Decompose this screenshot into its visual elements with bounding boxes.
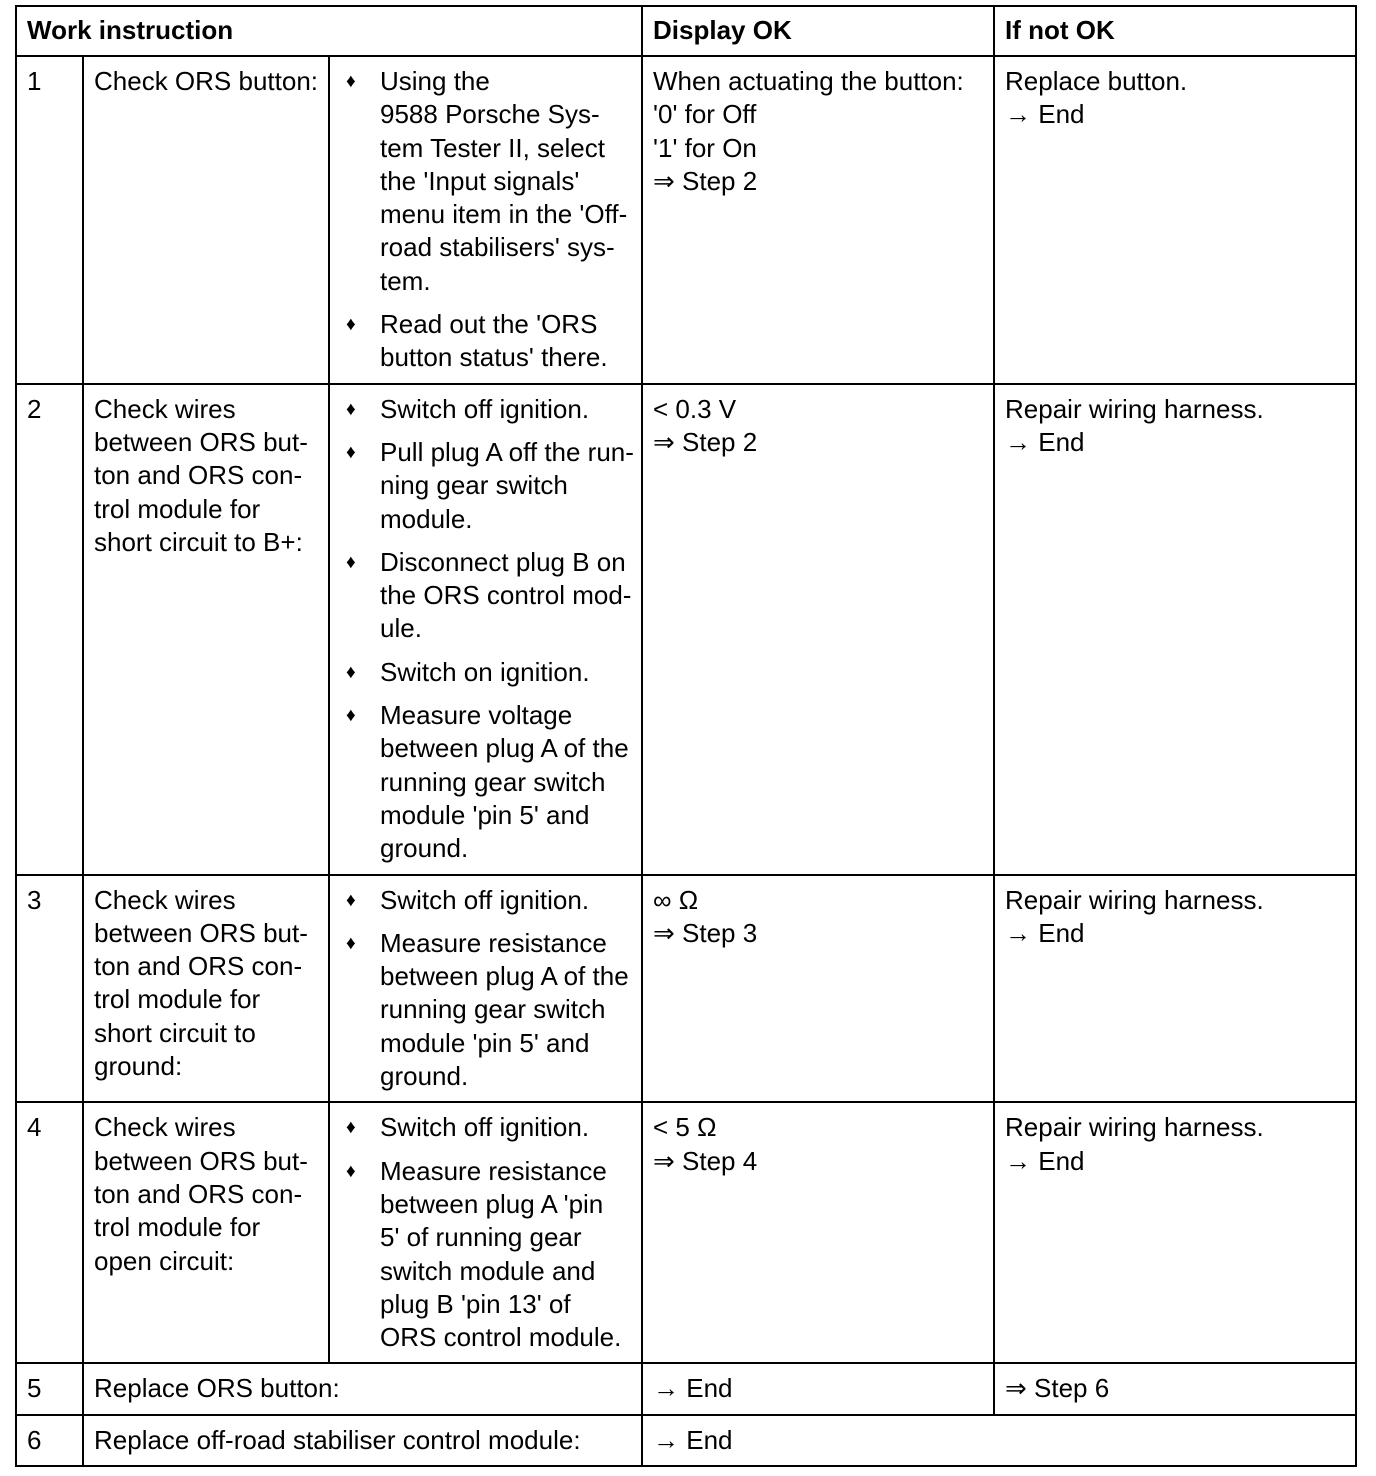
if-not-ok-cell xyxy=(994,56,1356,384)
procedure-line: Measure resistance xyxy=(380,927,607,958)
procedure-line: ground. xyxy=(380,833,469,864)
instruction-line: ground: xyxy=(94,1051,183,1082)
instruction-line: between ORS but- xyxy=(94,1145,308,1176)
procedure-line: switch module and xyxy=(380,1255,596,1286)
instruction-line: trol module for xyxy=(94,493,261,524)
procedure-line: Measure voltage xyxy=(380,700,573,731)
display-ok-line: ∞ Ω xyxy=(653,884,699,915)
diamond-bullet-icon: ♦ xyxy=(346,71,356,92)
instruction-cell xyxy=(83,56,329,384)
if-not-ok-line: Repair wiring harness. xyxy=(1005,884,1264,915)
procedure-list xyxy=(340,1111,633,1354)
display-ok-line: '1' for On xyxy=(653,132,757,163)
if-not-ok-line: Repair wiring harness. xyxy=(1005,393,1264,424)
header-work-instruction: Work instruction xyxy=(16,6,642,56)
step-number: 2 xyxy=(16,384,83,875)
diamond-bullet-icon: ♦ xyxy=(346,932,356,954)
display-ok-line: ⇒ Step 2 xyxy=(653,165,758,196)
instruction-line: Check ORS button: xyxy=(94,66,318,96)
step-number: 3 xyxy=(16,875,83,1103)
procedure-line: 5' of running gear xyxy=(380,1222,582,1253)
procedure-step xyxy=(340,884,633,917)
step-number: 5 xyxy=(16,1363,83,1414)
if-not-ok-cell: ⇒ Step 6 xyxy=(994,1363,1356,1414)
procedure-line: between plug A 'pin xyxy=(380,1188,604,1219)
instruction-line: ton and ORS con- xyxy=(94,951,303,982)
procedure-line: button status' there. xyxy=(380,342,608,373)
procedure-list xyxy=(340,65,633,375)
instruction-line: trol module for xyxy=(94,1212,261,1243)
procedure-line: ule. xyxy=(380,613,422,644)
instruction-line: short circuit to xyxy=(94,1017,256,1048)
diamond-bullet-icon: ♦ xyxy=(346,661,356,683)
procedure-line: Read out the 'ORS xyxy=(380,309,598,340)
procedure-line: plug B 'pin 13' of xyxy=(380,1288,571,1319)
display-ok-line: When actuating the button: xyxy=(653,66,964,96)
if-not-ok-cell xyxy=(994,1102,1356,1363)
procedure-cell xyxy=(329,56,642,384)
procedure-cell xyxy=(329,384,642,875)
header-if-not-ok: If not OK xyxy=(994,6,1356,56)
if-not-ok-line: → End xyxy=(1005,917,1085,948)
display-ok-cell xyxy=(642,384,994,875)
procedure-list xyxy=(340,884,633,1094)
procedure-line: Switch off ignition. xyxy=(380,393,590,424)
procedure-line: Switch off ignition. xyxy=(380,884,590,915)
table-row xyxy=(16,384,1356,875)
step-number: 1 xyxy=(16,56,83,384)
if-not-ok-line: Repair wiring harness. xyxy=(1005,1112,1264,1143)
step-number: 6 xyxy=(16,1415,83,1466)
diamond-bullet-icon: ♦ xyxy=(346,1160,356,1182)
procedure-line: Pull plug A off the run- xyxy=(380,436,634,467)
instruction-cell xyxy=(83,384,329,875)
if-not-ok-line: → End xyxy=(1005,99,1085,130)
instruction-line: ton and ORS con- xyxy=(94,1178,303,1209)
procedure-step xyxy=(340,1111,633,1144)
display-ok-cell: → End xyxy=(642,1415,1356,1466)
diamond-bullet-icon: ♦ xyxy=(346,441,356,463)
procedure-line: menu item in the 'Off- xyxy=(380,199,628,230)
instruction-line: Check wires xyxy=(94,884,236,915)
instruction-text: Replace off-road stabiliser control module: xyxy=(83,1415,642,1466)
instruction-line: open circuit: xyxy=(94,1245,235,1276)
procedure-line: between plug A of the xyxy=(380,733,629,764)
display-ok-line: < 5 Ω xyxy=(653,1112,717,1143)
diamond-bullet-icon: ♦ xyxy=(346,1117,356,1139)
procedure-line: module. xyxy=(380,503,473,534)
diamond-bullet-icon: ♦ xyxy=(346,889,356,911)
procedure-line: ning gear switch xyxy=(380,470,568,501)
procedure-line: the ORS control mod- xyxy=(380,580,632,611)
procedure-step xyxy=(340,65,633,298)
procedure-line: running gear switch xyxy=(380,766,606,797)
display-ok-cell: → End xyxy=(642,1363,994,1414)
table-row xyxy=(16,1415,1356,1466)
table-row xyxy=(16,56,1356,384)
instruction-line: between ORS but- xyxy=(94,917,308,948)
diamond-bullet-icon: ♦ xyxy=(346,398,356,420)
procedure-step xyxy=(340,656,633,689)
procedure-line: between plug A of the xyxy=(380,961,629,992)
procedure-line: ORS control module. xyxy=(380,1322,622,1353)
instruction-line: Check wires xyxy=(94,1112,236,1143)
procedure-line: Switch on ignition. xyxy=(380,656,590,687)
instruction-line: between ORS but- xyxy=(94,426,308,457)
procedure-step xyxy=(340,1155,633,1355)
display-ok-line: '0' for Off xyxy=(653,99,757,130)
procedure-cell xyxy=(329,875,642,1103)
procedure-line: Using the xyxy=(380,66,490,96)
procedure-step xyxy=(340,308,633,375)
diamond-bullet-icon: ♦ xyxy=(346,705,356,727)
procedure-step xyxy=(340,699,633,865)
instruction-line: ton and ORS con- xyxy=(94,460,303,491)
table-row xyxy=(16,875,1356,1103)
display-ok-cell xyxy=(642,1102,994,1363)
table-body xyxy=(16,56,1356,1466)
procedure-line: Switch off ignition. xyxy=(380,1112,590,1143)
display-ok-line: ⇒ Step 4 xyxy=(653,1145,758,1176)
if-not-ok-line: → End xyxy=(1005,426,1085,457)
procedure-line: Disconnect plug B on xyxy=(380,546,626,577)
instruction-cell xyxy=(83,875,329,1103)
instruction-text: Replace ORS button: xyxy=(83,1363,642,1414)
work-instruction-table xyxy=(15,5,1357,1467)
procedure-step xyxy=(340,927,633,1093)
procedure-step xyxy=(340,546,633,646)
header-row xyxy=(16,6,1356,56)
step-number: 4 xyxy=(16,1102,83,1363)
procedure-line: road stabilisers' sys- xyxy=(380,232,615,263)
table-row xyxy=(16,1102,1356,1363)
display-ok-line: ⇒ Step 2 xyxy=(653,426,758,457)
header-display-ok: Display OK xyxy=(642,6,994,56)
if-not-ok-cell xyxy=(994,875,1356,1103)
if-not-ok-cell xyxy=(994,384,1356,875)
procedure-line: tem Tester II, select xyxy=(380,132,605,163)
procedure-list xyxy=(340,393,633,866)
procedure-line: tem. xyxy=(380,265,431,296)
display-ok-cell xyxy=(642,875,994,1103)
procedure-line: 9588 Porsche Sys- xyxy=(380,99,600,130)
instruction-line: Check wires xyxy=(94,393,236,424)
diamond-bullet-icon: ♦ xyxy=(346,314,356,336)
diamond-bullet-icon: ♦ xyxy=(346,551,356,573)
procedure-line: running gear switch xyxy=(380,994,606,1025)
instruction-cell xyxy=(83,1102,329,1363)
procedure-step xyxy=(340,436,633,536)
procedure-line: Measure resistance xyxy=(380,1155,607,1186)
procedure-line: ground. xyxy=(380,1061,469,1092)
display-ok-cell xyxy=(642,56,994,384)
display-ok-line: < 0.3 V xyxy=(653,393,737,424)
procedure-cell xyxy=(329,1102,642,1363)
if-not-ok-line: → End xyxy=(1005,1145,1085,1176)
instruction-line: trol module for xyxy=(94,984,261,1015)
procedure-line: module 'pin 5' and xyxy=(380,799,590,830)
procedure-line: module 'pin 5' and xyxy=(380,1027,590,1058)
table-row xyxy=(16,1363,1356,1414)
if-not-ok-line: Replace button. xyxy=(1005,66,1188,96)
display-ok-line: ⇒ Step 3 xyxy=(653,917,758,948)
procedure-line: the 'Input signals' xyxy=(380,165,580,196)
instruction-line: short circuit to B+: xyxy=(94,526,303,557)
procedure-step xyxy=(340,393,633,426)
